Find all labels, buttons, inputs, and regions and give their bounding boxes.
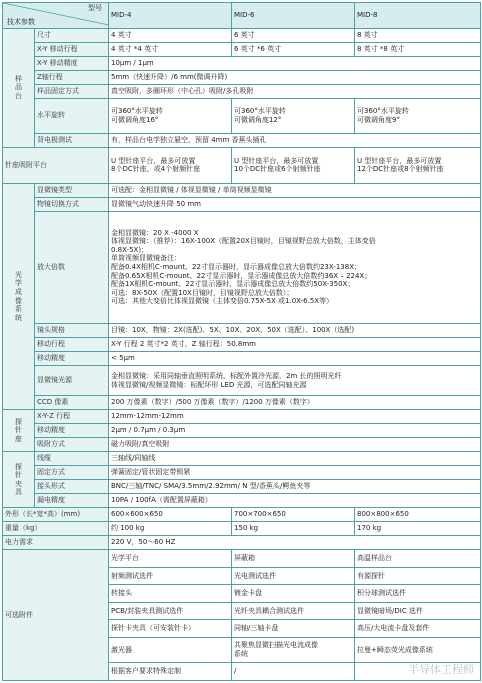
row-label: 外形（长*宽*高）(mm) (3, 508, 109, 522)
table-row (3, 98, 481, 133)
table-row (3, 508, 481, 522)
accessory-item: 高温样品台 (355, 550, 481, 568)
row-label: 尺寸 (35, 28, 109, 42)
accessory-item: 探针卡夹具（可安装针卡） (109, 620, 232, 638)
row-label: 样品固定方式 (35, 84, 109, 98)
table-row (3, 351, 481, 365)
row-label: 物镜切换方式 (35, 197, 109, 211)
row-label: 重量（kg） (3, 522, 109, 536)
accessory-item: 转接头 (109, 585, 232, 603)
table-row (3, 452, 481, 466)
accessory-item: 激光器 (109, 637, 232, 663)
row-value: 真空吸附，多圈环形（中心孔）吸附/多孔吸附 (109, 84, 481, 98)
row-value: 显微镜气动快速升降 50 mm (109, 197, 481, 211)
row-label: X-Y 移动行程 (35, 42, 109, 56)
corner-bottom-label: 技术参数 (7, 18, 35, 27)
row-label: 吸附方式 (35, 438, 109, 452)
corner-top-label: 型号 (88, 4, 102, 12)
row-label: 接头形式 (35, 480, 109, 494)
table-row (3, 133, 481, 147)
accessory-item: 根据客户要求特殊定制 (109, 663, 232, 681)
table-row (3, 183, 481, 197)
row-value: 4 英寸 (109, 28, 232, 42)
row-value: 150 kg (232, 522, 355, 536)
accessory-item: 同轴/三轴卡盘 (232, 620, 355, 638)
row-value: 可360°水平旋转 可微调角度9° (355, 98, 481, 133)
accessory-item: 屏蔽箱 (232, 550, 355, 568)
row-value: 10μm / 1μm (109, 56, 481, 70)
row-value: U 型针座平台，最多可放置 12个DC针座或8个射频针座 (355, 147, 481, 183)
row-label: 移动精度 (35, 424, 109, 438)
accessory-item: 共聚焦显微扫描光电流成像 系统 (232, 637, 355, 663)
row-value: 700×700×650 (232, 508, 355, 522)
row-value: 200 万像素（数字）/500 万像素（数字）/1200 万像素（数字） (109, 396, 481, 410)
row-value: 6 英寸 (232, 28, 355, 42)
table-row (3, 28, 481, 42)
row-label: X-Y 移动精度 (35, 56, 109, 70)
row-label: 电力需求 (3, 536, 109, 550)
accessory-item: 显微镜暗场/DIC 选件 (355, 602, 481, 620)
row-value: 5mm（快速升降）/6 mm(微调升降) (109, 70, 481, 84)
probe-seat-category: 探 针 座 (3, 410, 35, 452)
row-value: 8 英寸 (355, 28, 481, 42)
model-header: MID-4 (109, 3, 232, 29)
accessory-item: PCB/封装夹具测试选件 (109, 602, 232, 620)
row-value: 可360°水平旋转 可微调角度12° (232, 98, 355, 133)
model-header: MID-8 (355, 3, 481, 29)
row-value: X-Y 行程 2 英寸*2 英寸，Z 轴行程：50.8mm (109, 337, 481, 351)
row-value: 170 kg (355, 522, 481, 536)
row-label: 水平旋转 (35, 98, 109, 133)
row-value: U 型针座平台，最多可放置 10个DC针座或6个射频针座 (232, 147, 355, 183)
row-label: 固定方式 (35, 466, 109, 480)
table-row (3, 396, 481, 410)
row-value: 4 英寸 *4 英寸 (109, 42, 232, 56)
row-value: < 5μm (109, 351, 481, 365)
table-row (3, 197, 481, 211)
accessory-item: 射频测试选件 (109, 567, 232, 585)
row-value: 约 100 kg (109, 522, 232, 536)
table-row (3, 3, 481, 29)
probe-fixture-category: 探 针 夹 具 (3, 452, 35, 508)
table-row (3, 550, 481, 568)
row-value: 10PA / 100fA（需配置屏蔽箱） (109, 494, 481, 508)
accessory-item: 拉曼+瞬态荧光成像系统 (355, 637, 481, 663)
row-value: 2μm / 0.7μm / 0.3μm (109, 424, 481, 438)
table-row (3, 84, 481, 98)
accessory-item: / (232, 663, 355, 681)
header-corner (3, 3, 109, 29)
accessory-item: 镀金卡盘 (232, 585, 355, 603)
row-value: 可360°水平旋转 可微调角度16° (109, 98, 232, 133)
row-value: 三轴线/同轴线 (109, 452, 481, 466)
table-row (3, 211, 481, 323)
row-value: 金相显微镜：采用同轴垂直照明系统，标配外置冷光源，2m 长的照明光纤 体视显微镜/视频显微镜：标配环形 LED 光源，可选配同轴光源 (109, 365, 481, 395)
row-value: 有，样品台电学独立悬空，预留 4mm 香蕉头插孔 (109, 133, 481, 147)
table-row (3, 42, 481, 56)
watermark: 半导体工程师 (408, 663, 474, 676)
row-label: 显微镜类型 (35, 183, 109, 197)
table-row (3, 365, 481, 395)
row-value: 可选配：金相显微镜 / 体视显微镜 / 单筒视频显微镜 (109, 183, 481, 197)
row-label: 移动精度 (35, 351, 109, 365)
row-label: 线缆 (35, 452, 109, 466)
accessory-item: 有源探针 (355, 567, 481, 585)
row-value: 弹簧固定/管状固定带锁紧 (109, 466, 481, 480)
accessory-item: 高压/大电流卡盘及套件 (355, 620, 481, 638)
spec-table (2, 2, 481, 681)
row-value: 12mm-12mm-12mm (109, 410, 481, 424)
row-value: 目镜：10X，物镜：2X(选配)、5X、10X、20X、50X（选配）、100X（选配) (109, 323, 481, 337)
row-label: X-Y-Z 行程 (35, 410, 109, 424)
stage-category: 样 品 台 (3, 28, 35, 147)
row-label: 背电极测试 (35, 133, 109, 147)
accessory-item: 积分球测试选件 (355, 585, 481, 603)
table-row (3, 536, 481, 550)
accessory-item: 光纤夹具耦合测试选件 (232, 602, 355, 620)
table-row (3, 410, 481, 424)
row-label: 镜头规格 (35, 323, 109, 337)
row-value: BNC/三轴/TNC/ SMA/3.5mm/2.92mm/ N 型/香蕉头/鳄鱼夹等 (109, 480, 481, 494)
row-value: 8 英寸 *8 英寸 (355, 42, 481, 56)
table-row (3, 56, 481, 70)
accessories-label: 可选附件 (3, 550, 109, 681)
table-row (3, 480, 481, 494)
row-value: 600×600×650 (109, 508, 232, 522)
row-value: U 型针座平台，最多可放置 8个DC针座，或4个射频针座 (109, 147, 232, 183)
row-value: 金相显微镜：20 X -4000 X 体视显微镜：（推荐）：16X-100X（配置20X目镜时，目镜视野总放大倍数，主体变倍 0.8X-5X)； 单筒视频显微镜备注： 配备0.4X相机C-mount、22寸显示器时，显示器成像总放大倍数约23X-138X； 配备0.65X相机C-mount、22寸显示器时，显示器成像总放大倍数约36X – 224X； 配备1X相机C-mount、22寸显示器时，显示器成像总放大倍数约50X-350X； 可选：8X-50X（配置10X目镜时，目镜视野总放大倍数）； 可选：其他大变倍比体视显微镜（主体变倍0.75X-5X 或1.0X-6.5X等） (109, 211, 481, 323)
table-row (3, 70, 481, 84)
table-row (3, 424, 481, 438)
row-label: 放大倍数 (35, 211, 109, 323)
table-row (3, 466, 481, 480)
accessory-item: 光学平台 (109, 550, 232, 568)
table-row (3, 438, 481, 452)
row-value: 800×800×650 (355, 508, 481, 522)
row-label: 显微镜光源 (35, 365, 109, 395)
row-label: Z轴行程 (35, 70, 109, 84)
table-row (3, 494, 481, 508)
table-row (3, 147, 481, 183)
row-value: 6 英寸 *6 英寸 (232, 42, 355, 56)
optics-category: 光 学 成 像 系 统 (3, 183, 35, 409)
row-label: 漏电精度 (35, 494, 109, 508)
row-label: 针座吸附平台 (3, 147, 109, 183)
model-header: MID-6 (232, 3, 355, 29)
row-label: CCD 像素 (35, 396, 109, 410)
row-value: 220 V，50～60 HZ (109, 536, 481, 550)
accessory-item: 光电测试选件 (232, 567, 355, 585)
row-value: 磁力吸附/真空吸附 (109, 438, 481, 452)
table-row (3, 323, 481, 337)
table-row (3, 522, 481, 536)
table-row (3, 337, 481, 351)
row-label: 移动行程 (35, 337, 109, 351)
